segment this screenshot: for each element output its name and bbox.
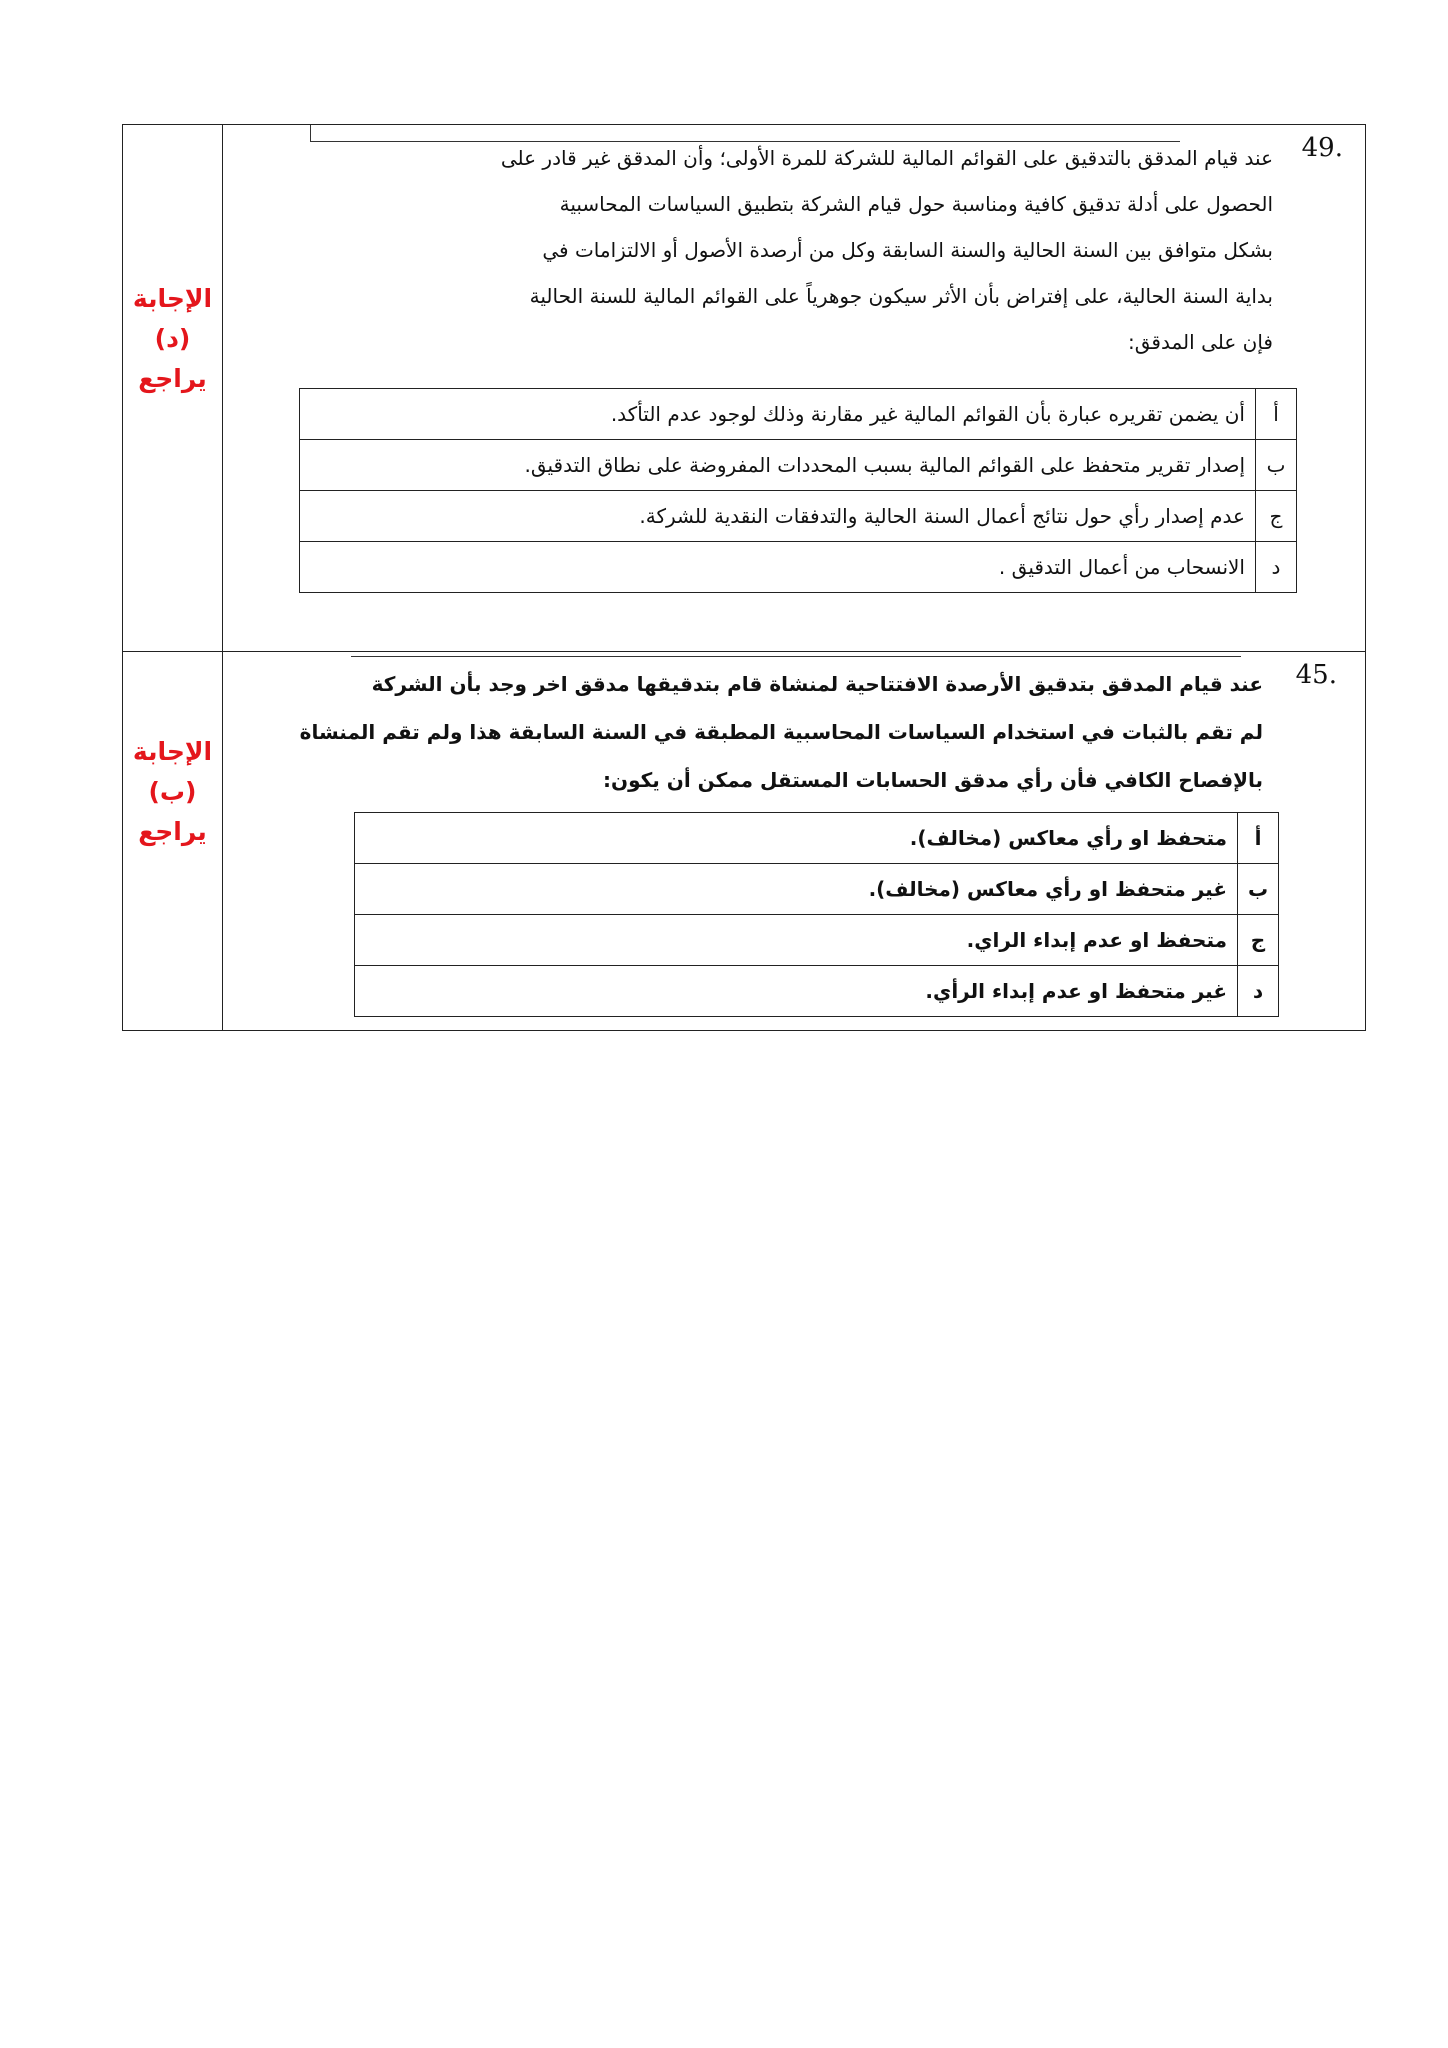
option-text: إصدار تقرير متحفظ على القوائم المالية بسبب المحددات المفروضة على نطاق التدقيق. [300,440,1256,491]
option-letter: أ [1238,813,1279,864]
option-text: متحفظ او رأي معاكس (مخالف). [355,813,1238,864]
answer-choice: (ب) [148,777,197,806]
question-text-line: الحصول على أدلة تدقيق كافية ومناسبة حول قيام الشركة بتطبيق السياسات المحاسبية [559,192,1273,216]
question-text-line: بشكل متوافق بين السنة الحالية والسنة السابقة وكل من أرصدة الأصول أو الالتزامات في [542,238,1273,262]
answer-note: يراجع [138,364,207,393]
question-text-line: عند قيام المدقق بالتدقيق على القوائم المالية للشركة للمرة الأولى؛ وأن المدقق غير قادر على [500,146,1273,170]
option-row [355,864,1279,915]
option-letter: ب [1256,440,1297,491]
option-text: متحفظ او عدم إبداء الراي. [355,915,1238,966]
answer-block [123,732,222,852]
options-table [299,388,1297,593]
option-text: الانسحاب من أعمال التدقيق . [300,542,1256,593]
question-text-line: لم تقم بالثبات في استخدام السياسات المحاسبية المطبقة في السنة السابقة هذا ولم تقم المنشاة [299,720,1263,744]
option-row [355,966,1279,1017]
answer-label: الإجابة [132,737,213,766]
option-letter: أ [1256,389,1297,440]
question-cell [223,125,1366,652]
question-text-line: عند قيام المدقق بتدقيق الأرصدة الافتتاحية لمنشاة قام بتدقيقها مدقق اخر وجد بأن الشركة [371,672,1263,696]
answer-cell [123,125,223,652]
answer-key-table [122,124,1366,1031]
answer-block [123,279,222,399]
question-text [273,135,1273,365]
question-text-line: بالإفصاح الكافي فأن رأي مدقق الحسابات المستقل ممكن أن يكون: [603,768,1263,792]
option-text: غير متحفظ او عدم إبداء الرأي. [355,966,1238,1017]
option-letter: د [1256,542,1297,593]
option-row [355,915,1279,966]
option-row [300,491,1297,542]
option-letter: ج [1238,915,1279,966]
question-text-line: فإن على المدقق: [1128,330,1273,354]
option-text: أن يضمن تقريره عبارة بأن القوائم المالية غير مقارنة وذلك لوجود عدم التأكد. [300,389,1256,440]
option-letter: د [1238,966,1279,1017]
option-row [300,542,1297,593]
answer-cell [123,652,223,1031]
scan-artifact-line [351,656,1241,657]
question-number: 49. [1301,133,1343,163]
option-row [300,389,1297,440]
question-number: 45. [1295,660,1337,690]
options-table [354,812,1279,1017]
question-cell [223,652,1366,1031]
option-row [355,813,1279,864]
option-letter: ب [1238,864,1279,915]
option-text: غير متحفظ او رأي معاكس (مخالف). [355,864,1238,915]
answer-label: الإجابة [132,284,213,313]
question-text-line: بداية السنة الحالية، على إفتراض بأن الأثر سيكون جوهرياً على القوائم المالية للسنة الحالية [529,284,1273,308]
option-row [300,440,1297,491]
answer-choice: (د) [154,324,191,353]
question-row [123,652,1366,1031]
question-row [123,125,1366,652]
answer-note: يراجع [138,817,207,846]
option-text: عدم إصدار رأي حول نتائج أعمال السنة الحالية والتدفقات النقدية للشركة. [300,491,1256,542]
option-letter: ج [1256,491,1297,542]
question-text [278,660,1263,804]
